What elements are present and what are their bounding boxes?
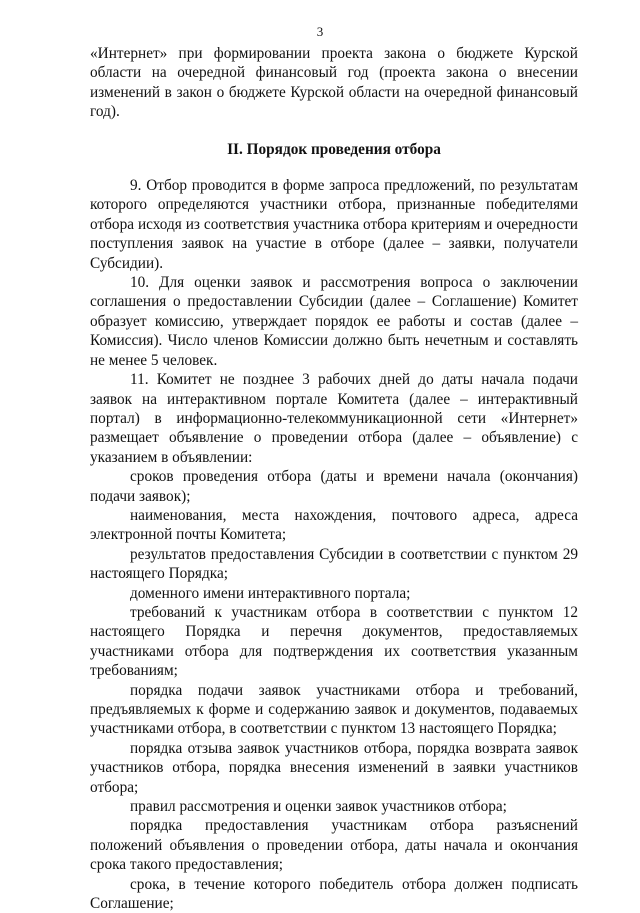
section-heading: II. Порядок проведения отбора xyxy=(227,140,441,158)
paragraph-item-10: 10. Для оценки заявок и рассмотрения вопроса о заключении соглашения о предоставлении Субсидии (далее – Соглашение) Комитет образует комиссию, утверждает порядок ее работы и состав (далее – Комиссия). Число членов Комиссии должно быть нечетным и составлять не менее 5 человек. xyxy=(90,274,578,369)
page-number: 3 xyxy=(316,24,324,39)
paragraph-item-9: 9. Отбор проводится в форме запроса предложений, по результатам которого определяются участники отбора, признанные победителями отбора исходя из соответствия участника отбора критериям и очередности поступления заявок на участие в отборе (далее – заявки, получатели Субсидии). xyxy=(90,177,578,272)
list-item-domain-name: доменного имени интерактивного портала; xyxy=(130,584,411,602)
list-item-deadlines: сроков проведения отбора (даты и времени начала (окончания) подачи заявок); xyxy=(90,468,578,505)
paragraph-item-11: 11. Комитет не позднее 3 рабочих дней до даты начала подачи заявок на интерактивном портале Комитета (далее – интерактивный портал) в информационно-телекоммуникационной сети «Интернет» размещает объявление о проведении отбора (далее – объявление) с указанием в объявлении: xyxy=(90,371,578,466)
list-item-withdrawal-procedure: порядка отзыва заявок участников отбора, порядка возврата заявок участников отбора, порядка внесения изменений в заявки участников отбора; xyxy=(90,739,578,796)
list-item-participant-requirements: требований к участникам отбора в соответствии с пунктом 12 настоящего Порядка и перечня документов, предоставляемых участниками отбора для подтверждения их соответствия указанным требованиям; xyxy=(90,603,578,680)
list-item-review-rules: правил рассмотрения и оценки заявок участников отбора; xyxy=(130,798,507,816)
list-item-signing-deadline: срока, в течение которого победитель отбора должен подписать Соглашение; xyxy=(90,875,578,913)
list-item-clarifications: порядка предоставления участникам отбора разъяснений положений объявления о проведении отбора, даты начала и окончания срока такого предоставления; xyxy=(90,817,578,874)
list-item-subsidy-results: результатов предоставления Субсидии в соответствии с пунктом 29 настоящего Порядка; xyxy=(90,545,578,583)
paragraph-intro-continuation: «Интернет» при формировании проекта закона о бюджете Курской области на очередной финансовый год (проекта закона о внесении изменений в закон о бюджете Курской области на очередной финансовый год). xyxy=(90,45,578,121)
list-item-committee-address: наименования, места нахождения, почтового адреса, адреса электронной почты Комитета; xyxy=(90,506,578,544)
document-body xyxy=(90,44,578,913)
list-item-application-procedure: порядка подачи заявок участниками отбора и требований, предъявляемых к форме и содержанию заявок и документов, подаваемых участниками отбора, в соответствии с пунктом 13 настоящего Порядка; xyxy=(90,681,578,738)
